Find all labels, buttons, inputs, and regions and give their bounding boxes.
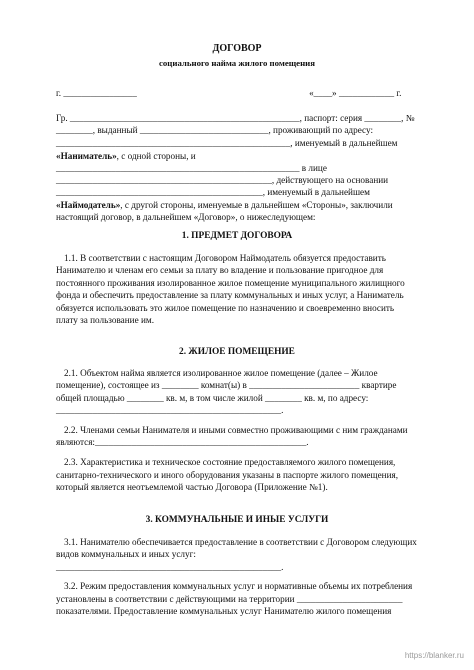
- section-line: постоянного проживания изолированное жилое помещение муниципального жилищного: [56, 278, 405, 288]
- section-line: показателями. Предоставление коммунальных услуг Нанимателю жилого помещения: [56, 606, 392, 616]
- place-date-line: г. ________________ «____» ____________ г.: [56, 88, 402, 98]
- section-line: плату за пользование им.: [56, 315, 154, 325]
- intro-line: Гр. __________________________________________________, паспорт: серия ________, №: [56, 113, 415, 123]
- intro-line: настоящий договор, в дальнейшем «Договор», о нижеследующем:: [56, 212, 316, 222]
- section-heading: 3. КОММУНАЛЬНЫЕ И ИНЫЕ УСЛУГИ: [145, 515, 329, 525]
- intro-line: ___________________________________________________, именуемый в дальнейшем: [56, 138, 398, 148]
- section-line: 2.2. Членами семьи Нанимателя и иными совместно проживающими с ним гражданами: [64, 425, 408, 435]
- section-line: Нанимателю и членам его семьи за плату во владение и пользование пригодное для: [56, 265, 384, 275]
- section-line: 3.1. Нанимателю обеспечивается предоставление в соответствии с Договором следующих: [64, 537, 417, 547]
- intro-line: _____________________________________________________ в лице: [56, 163, 327, 173]
- section-line: видов коммунальных и иных услуг:: [56, 549, 196, 559]
- intro-line: _____________________________________________, именуемый в дальнейшем: [56, 187, 370, 197]
- section-line: общей площадью ________ кв. м, в том числе жилой ________ кв. м, по адресу:: [56, 393, 369, 403]
- section-line: который является неотъемлемой частью Договора (Приложение №1).: [56, 482, 328, 492]
- section-line: 1.1. В соответствии с настоящим Договором Наймодатель обязуется предоставить: [64, 253, 386, 263]
- section-heading: 2. ЖИЛОЕ ПОМЕЩЕНИЕ: [179, 347, 295, 357]
- intro-line: _______________________________________________, действующего на основании: [56, 175, 389, 185]
- intro-line: «Наймодатель», с другой стороны, именуемые в дальнейшем «Стороны», заключили: [56, 200, 393, 210]
- section-line: обязуется использовать это жилое помещение по назначению и своевременно вносить: [56, 303, 395, 313]
- section-line: 3.2. Режим предоставления коммунальных услуг и нормативные объемы их потребления: [64, 581, 413, 591]
- section-line: 2.1. Объектом найма является изолированное жилое помещение (далее – Жилое: [64, 368, 378, 378]
- section-line: являются:______________________________________________.: [56, 437, 309, 447]
- section-line: фонда и обеспечить предоставление за плату коммунальных и иных услуг, а Наниматель: [56, 290, 404, 300]
- section-heading: 1. ПРЕДМЕТ ДОГОВОРА: [181, 231, 293, 241]
- intro-line: ________, выданный ____________________________, проживающий по адресу:: [56, 125, 373, 135]
- document-title: ДОГОВОР: [212, 43, 262, 54]
- section-line: 2.3. Характеристика и техническое состояние предоставляемого жилого помещения,: [64, 457, 396, 467]
- watermark: https://blanker.ru: [404, 651, 464, 660]
- document-subtitle: социального найма жилого помещения: [159, 58, 315, 68]
- section-line: _________________________________________________.: [56, 562, 284, 572]
- intro-line: «Наниматель», с одной стороны, и: [56, 151, 196, 161]
- section-line: установлены в соответствии с действующими на территории _______________________: [56, 594, 403, 604]
- section-line: санитарно-технического и иного оборудования указаны в паспорте жилого помещения,: [56, 470, 399, 480]
- section-line: _________________________________________________.: [56, 405, 284, 415]
- section-line: помещение), состоящее из ________ комнат(ы) в ________________________ квартире: [56, 380, 397, 390]
